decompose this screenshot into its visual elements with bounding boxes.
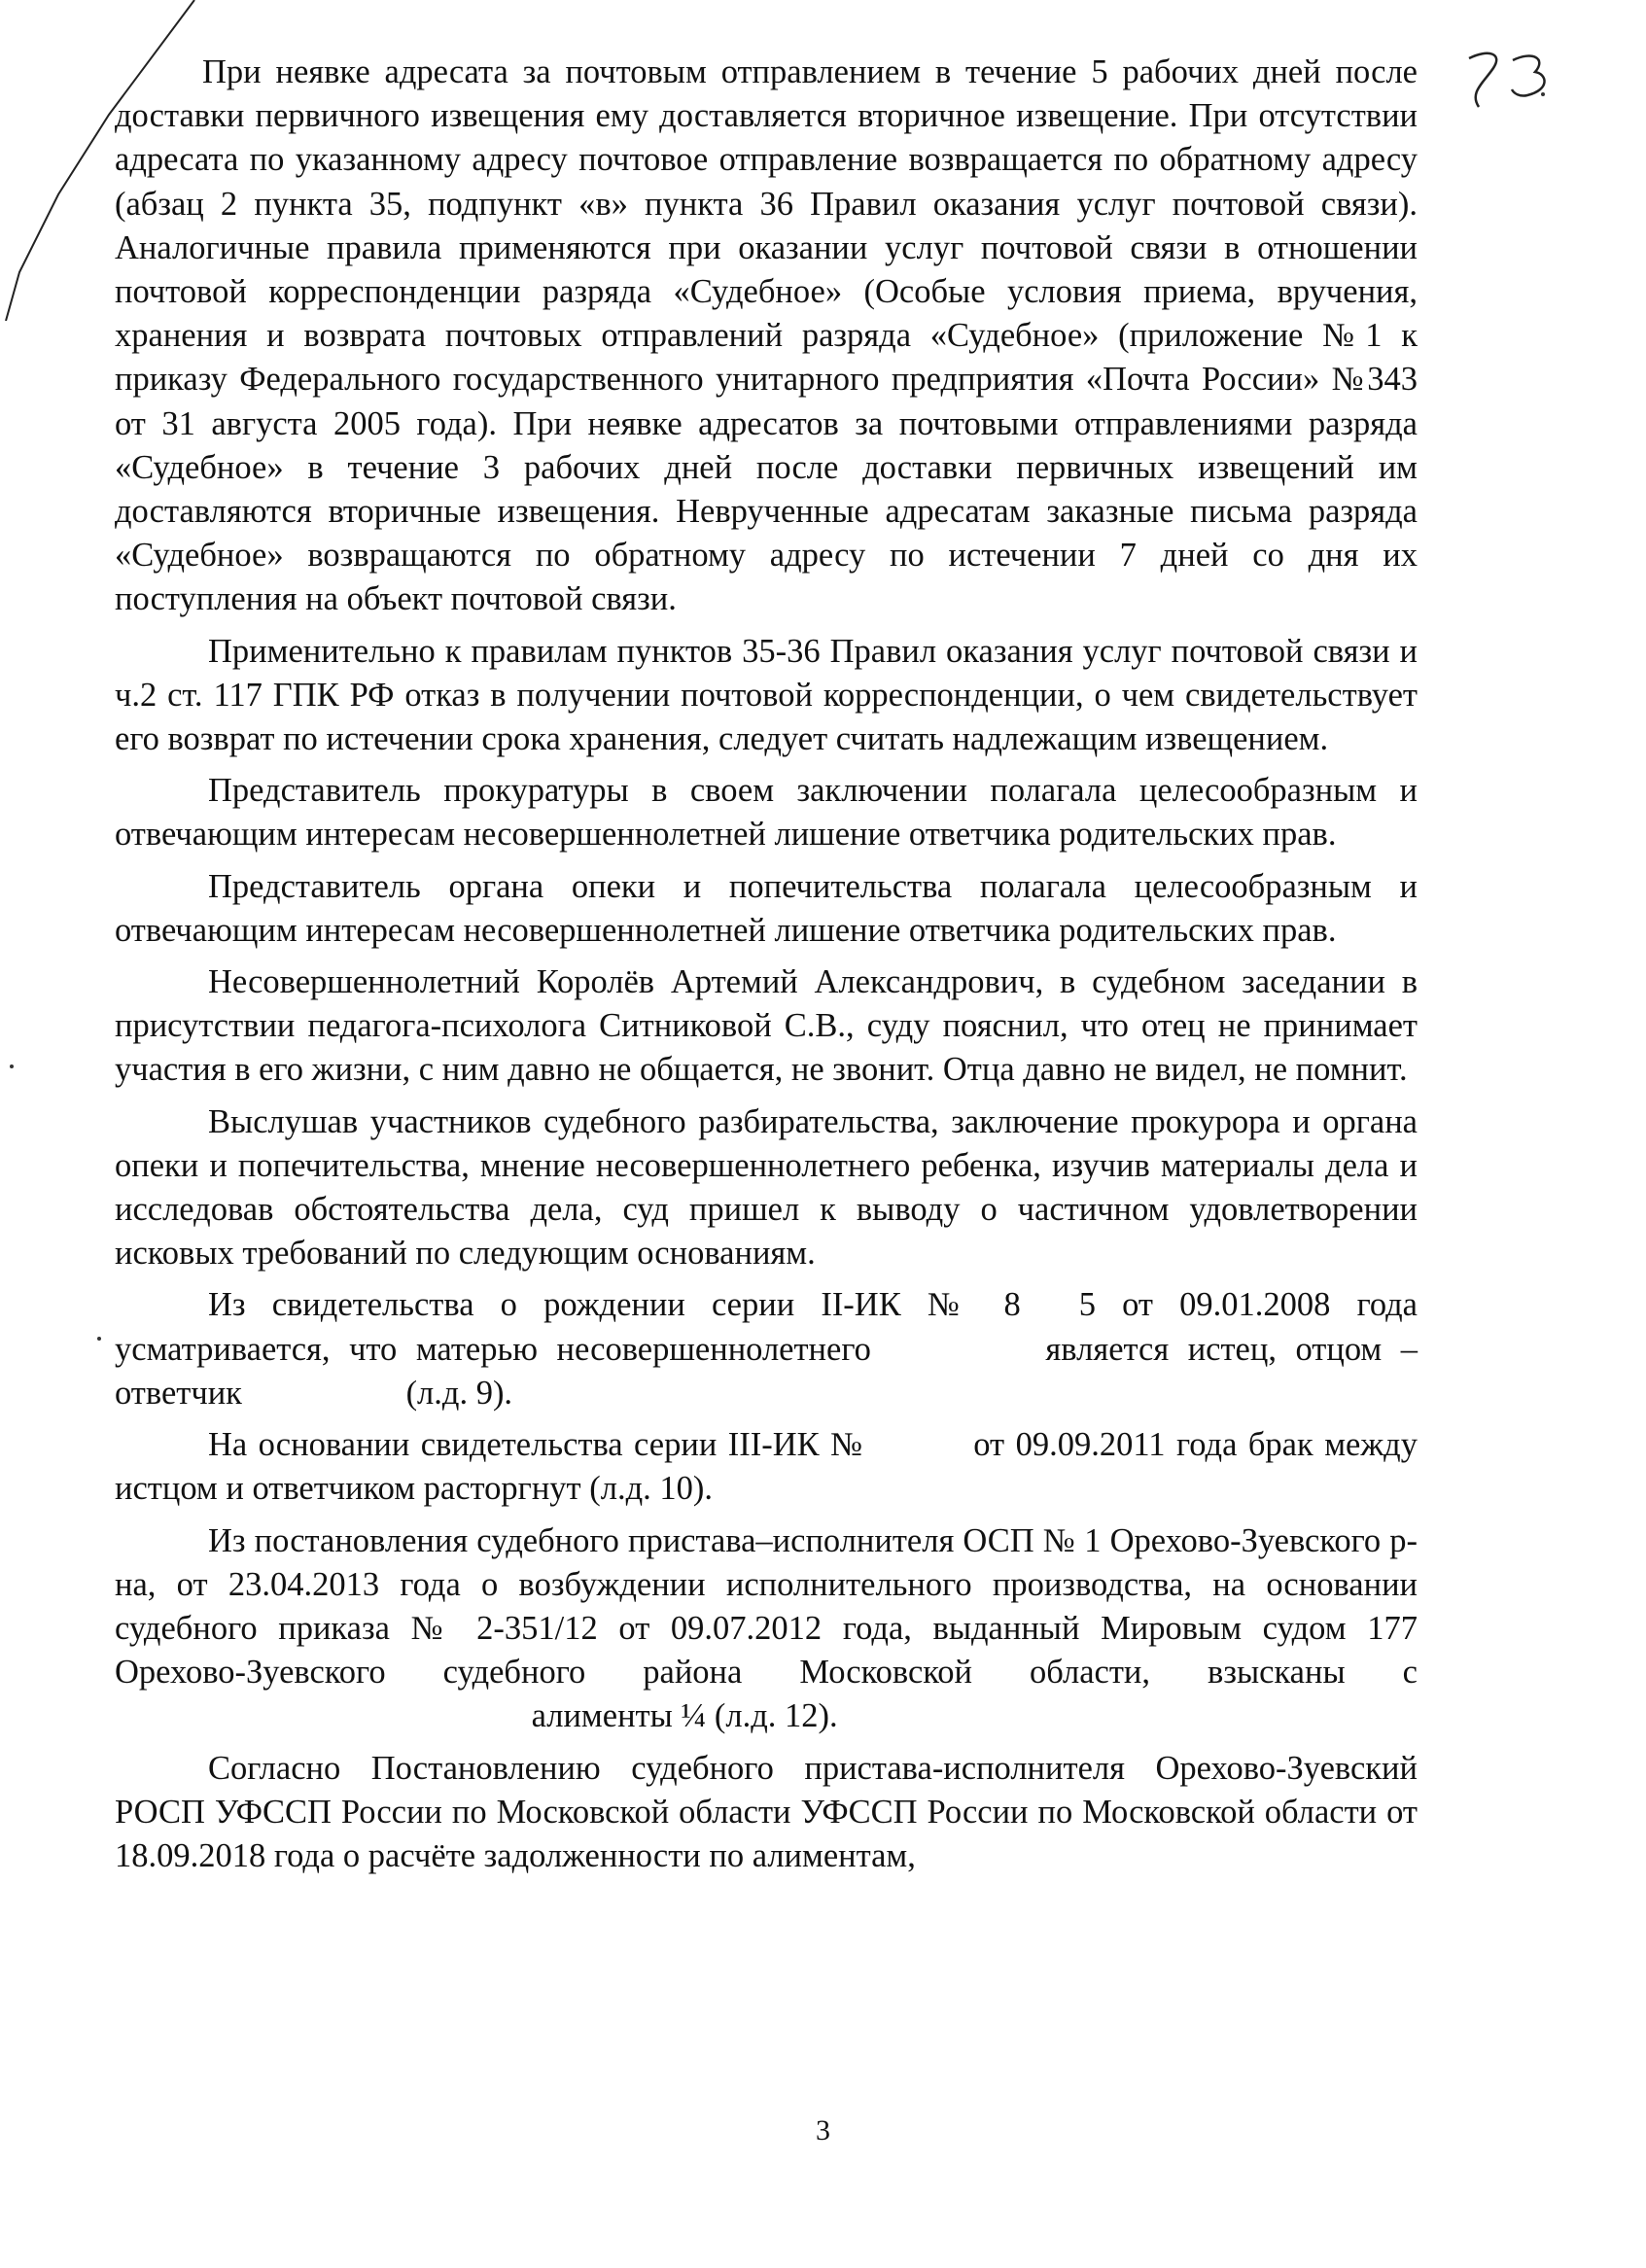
paragraph-prosecutor-opinion: Представитель прокуратуры в своем заключении полагала целесообразным и отвечающим интересам несовершеннолетней лишение ответчика родительских прав. bbox=[115, 772, 1418, 854]
birth-cert-text-2: 5 от 09.01.2008 года усматривается, что матерью несовершеннолетнего bbox=[115, 1286, 1418, 1368]
marriage-cert-text-1: На основании свидетельства серии III-ИК № bbox=[208, 1426, 865, 1464]
paragraph-court-conclusion: Выслушав участников судебного разбирательства, заключение прокурора и органа опеки и попечительства, мнение несовершеннолетнего ребенка, изучив материалы дела и исследовав обстоятельства дела, суд пришел к выводу о частичном удовлетворении исковых требований по следующим основаниям. bbox=[115, 1102, 1418, 1273]
scan-speck bbox=[97, 1337, 101, 1341]
birth-cert-text-1: Из свидетельства о рождении серии II-ИК № 8 bbox=[208, 1286, 1021, 1324]
birth-cert-text-4: (л.д. 9). bbox=[405, 1374, 513, 1412]
document-body bbox=[115, 51, 1418, 1878]
paragraph-postal-refusal: Применительно к правилам пунктов 35-36 Правил оказания услуг почтовой связи и ч.2 ст. 117 ГПК РФ отказ в получении почтовой корреспонденции, о чем свидетельствует его возврат по истечении срока хранения, следует считать надлежащим извещением. bbox=[115, 632, 1418, 758]
handwritten-page-mark bbox=[1450, 39, 1586, 117]
paragraph-marriage-certificate bbox=[115, 1423, 1418, 1511]
paragraph-debt-calculation: Согласно Постановлению судебного пристава-исполнителя Орехово-Зуевский РОСП УФССП России по Московской области УФССП России по Московской области от 18.09.2018 года о расчёте задолженности по алиментам, bbox=[115, 1749, 1418, 1874]
birth-cert-text-3: является истец, отцом – ответчик bbox=[115, 1330, 1418, 1412]
page-number: 3 bbox=[816, 2114, 830, 2146]
paragraph-birth-certificate bbox=[115, 1283, 1418, 1415]
resolution-1-text-1: Из постановления судебного пристава–исполнителя ОСП № 1 Орехово-Зуевского р-на, от 23.04.2013 года о возбуждении исполнительного производства, на основании судебного приказа № 2-351/12 от 09.07.2012 года, выданный Мировым судом 177 Орехово-Зуевского судебного района Московской области, взысканы с bbox=[115, 1521, 1418, 1692]
resolution-1-text-2: алименты ¼ (л.д. 12). bbox=[531, 1697, 838, 1735]
scan-speck bbox=[10, 1064, 14, 1068]
paragraph-bailiff-resolution bbox=[115, 1519, 1418, 1739]
paragraph-postal-rules: При неявке адресата за почтовым отправлением в течение 5 рабочих дней после доставки первичного извещения ему доставляется вторичное извещение. При отсутствии адресата по указанному адресу почтовое отправление возвращается по обратному адресу (абзац 2 пункта 35, подпункт «в» пункта 36 Правил оказания услуг почтовой связи). Аналогичные правила применяются при оказании услуг почтовой связи в отношении почтовой корреспонденции разряда «Судебное» (Особые условия приема, вручения, хранения и возврата почтовых отправлений разряда «Судебное» (приложение №1 к приказу Федерального государственного унитарного предприятия «Почта России» №343 от 31 августа 2005 года). При неявке адресатов за почтовыми отправлениями разряда «Судебное» в течение 3 рабочих дней после доставки первичных извещений им доставляются вторичные извещения. Неврученные адресатам заказные письма разряда «Судебное» возвращаются по обратному адресу по истечении 7 дней со дня их поступления на объект почтовой связи. bbox=[115, 53, 1418, 618]
paragraph-minor-testimony: Несовершеннолетний Королёв Артемий Александрович, в судебном заседании в присутствии педагога-психолога Ситниковой С.В., суду пояснил, что отец не принимает участия в его жизни, с ним давно не общается, не звонит. Отца давно не видел, не помнит. bbox=[115, 963, 1418, 1089]
scan-speck bbox=[1541, 92, 1545, 96]
paragraph-guardianship-opinion: Представитель органа опеки и попечительства полагала целесообразным и отвечающим интересам несовершеннолетней лишение ответчика родительских прав. bbox=[115, 867, 1418, 949]
marriage-cert-text-2: от 09.09.2011 года брак между истцом и ответчиком расторгнут (л.д. 10). bbox=[115, 1426, 1418, 1508]
